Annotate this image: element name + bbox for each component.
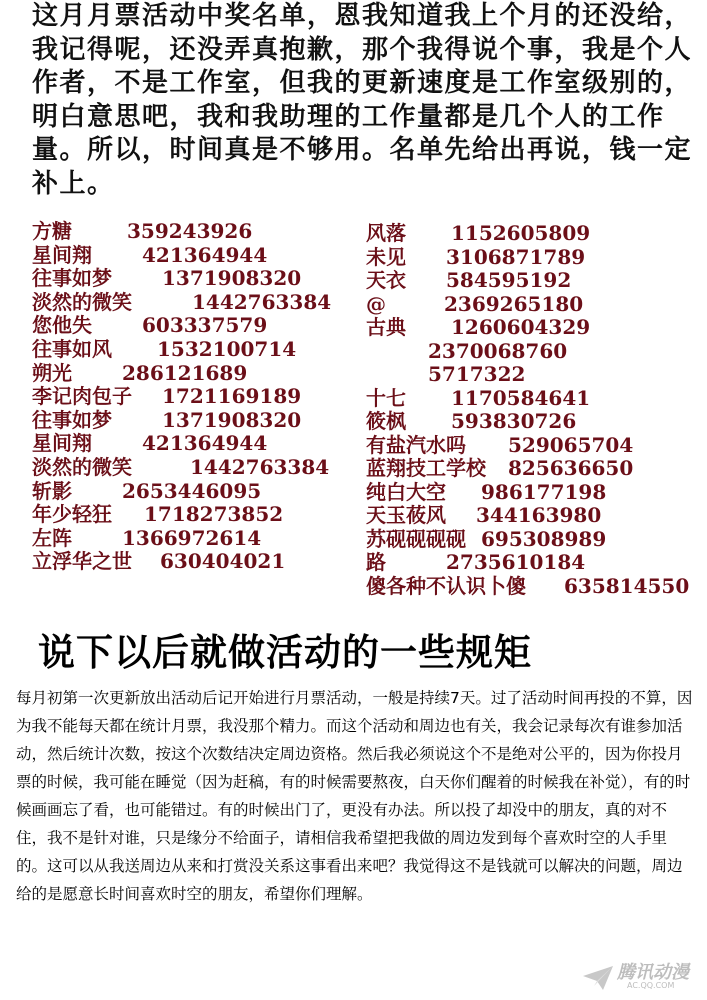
winner-qq: 3106871789: [446, 244, 586, 269]
winner-row: [32, 291, 372, 315]
winner-row: [366, 316, 706, 340]
winner-name: 李记肉包子: [32, 384, 132, 409]
winner-name: 古典: [366, 315, 406, 339]
winner-qq: 344163980: [476, 503, 602, 527]
winner-name: 天衣: [366, 268, 406, 292]
watermark: [579, 956, 699, 996]
winner-qq: 1532100714: [157, 336, 297, 361]
winner-name: 朔光: [32, 360, 72, 385]
winner-qq: 584595192: [446, 268, 572, 292]
winner-row: [32, 503, 372, 527]
winner-row: [366, 528, 706, 552]
winner-qq: 421364944: [142, 431, 268, 456]
winner-qq: 1152605809: [451, 221, 591, 245]
winner-name: 往事如梦: [32, 266, 112, 291]
paper-plane-icon: [581, 964, 615, 992]
winner-qq: 1260604329: [451, 315, 591, 339]
winner-name: 淡然的微笑: [32, 454, 132, 479]
winner-row: [32, 432, 372, 456]
winner-name: 天玉莜风: [366, 503, 446, 527]
winner-row: [366, 551, 706, 575]
winner-row: [32, 550, 372, 574]
winner-name: 风落: [366, 221, 406, 245]
winner-name: 年少轻狂: [32, 502, 112, 527]
winner-name: 立浮华之世: [32, 549, 132, 574]
winner-row: [32, 480, 372, 504]
winner-list-left: [32, 220, 372, 574]
winner-qq: 630404021: [160, 549, 286, 574]
winner-row: [32, 456, 372, 480]
winner-name: 左阵: [32, 525, 72, 550]
winner-qq: 2369265180: [444, 291, 584, 316]
winner-qq: 529065704: [508, 432, 634, 457]
winner-row: [366, 340, 706, 364]
winner-name: 蓝翔技工学校: [366, 456, 486, 480]
winner-name: 星间翔: [32, 431, 92, 456]
winner-name: 往事如风: [32, 336, 112, 361]
winner-row: [32, 385, 372, 409]
winner-row: [366, 387, 706, 411]
winner-row: [32, 220, 372, 244]
winner-list-right: [366, 222, 706, 598]
winner-qq: 2653446095: [122, 478, 262, 503]
winner-row: [366, 246, 706, 270]
winner-qq: 986177198: [481, 479, 607, 504]
winner-qq: 603337579: [142, 313, 268, 338]
winner-name: 方糖: [32, 219, 72, 243]
winner-row: [366, 481, 706, 505]
winner-name: @: [366, 291, 386, 316]
winner-name: 往事如梦: [32, 407, 112, 432]
winner-row: [32, 338, 372, 362]
winner-name: 路: [366, 550, 386, 574]
winner-name: 有盐汽水吗: [366, 432, 466, 457]
winner-qq: 1366972614: [122, 525, 262, 550]
winner-name: 斩影: [32, 478, 72, 503]
winner-name: 您他失: [32, 313, 92, 338]
winner-row: [32, 409, 372, 433]
winner-name: 筱枫: [366, 409, 406, 433]
winner-qq: 1721169189: [162, 384, 302, 409]
winner-row: [366, 575, 706, 599]
winner-row: [366, 222, 706, 246]
winner-row: [366, 363, 706, 387]
winner-name: 苏砚砚砚砚: [366, 526, 466, 551]
winner-qq: 825636650: [508, 456, 634, 480]
winner-qq: 2735610184: [446, 550, 586, 574]
winner-qq: 5717322: [428, 362, 526, 386]
winner-name: 纯白大空: [366, 479, 446, 504]
winner-row: [366, 457, 706, 481]
winner-qq: 1371908320: [162, 407, 302, 432]
winner-qq: 421364944: [142, 242, 268, 267]
intro-paragraph: 这月月票活动中奖名单，恩我知道我上个月的还没给，我记得呢，还没弄真抱歉，那个我得说个事，我是个人作者，不是工作室，但我的更新速度是工作室级别的，明白意思吧，我和我助理的工作量都是几个人的工作量。所以，时间真是不够用。名单先给出再说，钱一定补上。: [32, 1, 693, 199]
winner-name: 傻各种不认识卜傻: [366, 573, 526, 598]
winner-qq: 2370068760: [428, 338, 568, 363]
winner-name: 星间翔: [32, 242, 92, 267]
rules-heading: 说下以后就做活动的一些规矩: [38, 631, 532, 674]
winner-qq: 635814550: [564, 573, 690, 598]
winner-name: 淡然的微笑: [32, 289, 132, 314]
winner-row: [32, 244, 372, 268]
winner-name: 未见: [366, 244, 406, 269]
winner-row: [366, 410, 706, 434]
winner-row: [366, 269, 706, 293]
winner-row: [32, 314, 372, 338]
winner-row: [366, 504, 706, 528]
winner-name: 十七: [366, 385, 406, 410]
winner-row: [366, 434, 706, 458]
winner-qq: 1442763384: [192, 289, 332, 314]
watermark-url: AC.QQ.COM: [627, 981, 675, 990]
winner-row: [32, 527, 372, 551]
winner-qq: 286121689: [122, 360, 248, 385]
winner-qq: 1442763384: [190, 454, 330, 479]
winner-qq: 593830726: [451, 409, 577, 433]
winner-qq: 1371908320: [162, 266, 302, 291]
rules-body: 每月初第一次更新放出活动后记开始进行月票活动，一般是持续7天。过了活动时间再投的不算，因为我不能每天都在统计月票，我没那个精力。而这个活动和周边也有关，我会记录每次有谁参加活动，然后统计次数，按这个次数结决定周边资格。然后我必须说这个不是绝对公平的，因为你投月票的时候，我可能在睡觉（因为赶稿，有的时候需要熬夜，白天你们醒着的时候我在补觉），有的时候画画忘了看，也可能错过。有的时候出门了，更没有办法。所以投了却没中的朋友，真的对不住，我不是针对谁，只是缘分不给面子，请相信我希望把我做的周边发到每个喜欢时空的人手里的。这可以从我送周边从来和打赏没关系这事看出来吧？我觉得这不是钱就可以解决的问题，周边给的是愿意长时间喜欢时空的朋友，希望你们理解。: [16, 689, 693, 903]
winner-qq: 359243926: [127, 219, 253, 243]
watermark-text: 腾讯动漫: [617, 962, 689, 983]
winner-row: [32, 362, 372, 386]
winner-row: [32, 267, 372, 291]
winner-qq: 1170584641: [451, 385, 591, 410]
winner-qq: 695308989: [481, 526, 607, 551]
winner-qq: 1718273852: [144, 502, 284, 527]
winner-row: [366, 293, 706, 317]
